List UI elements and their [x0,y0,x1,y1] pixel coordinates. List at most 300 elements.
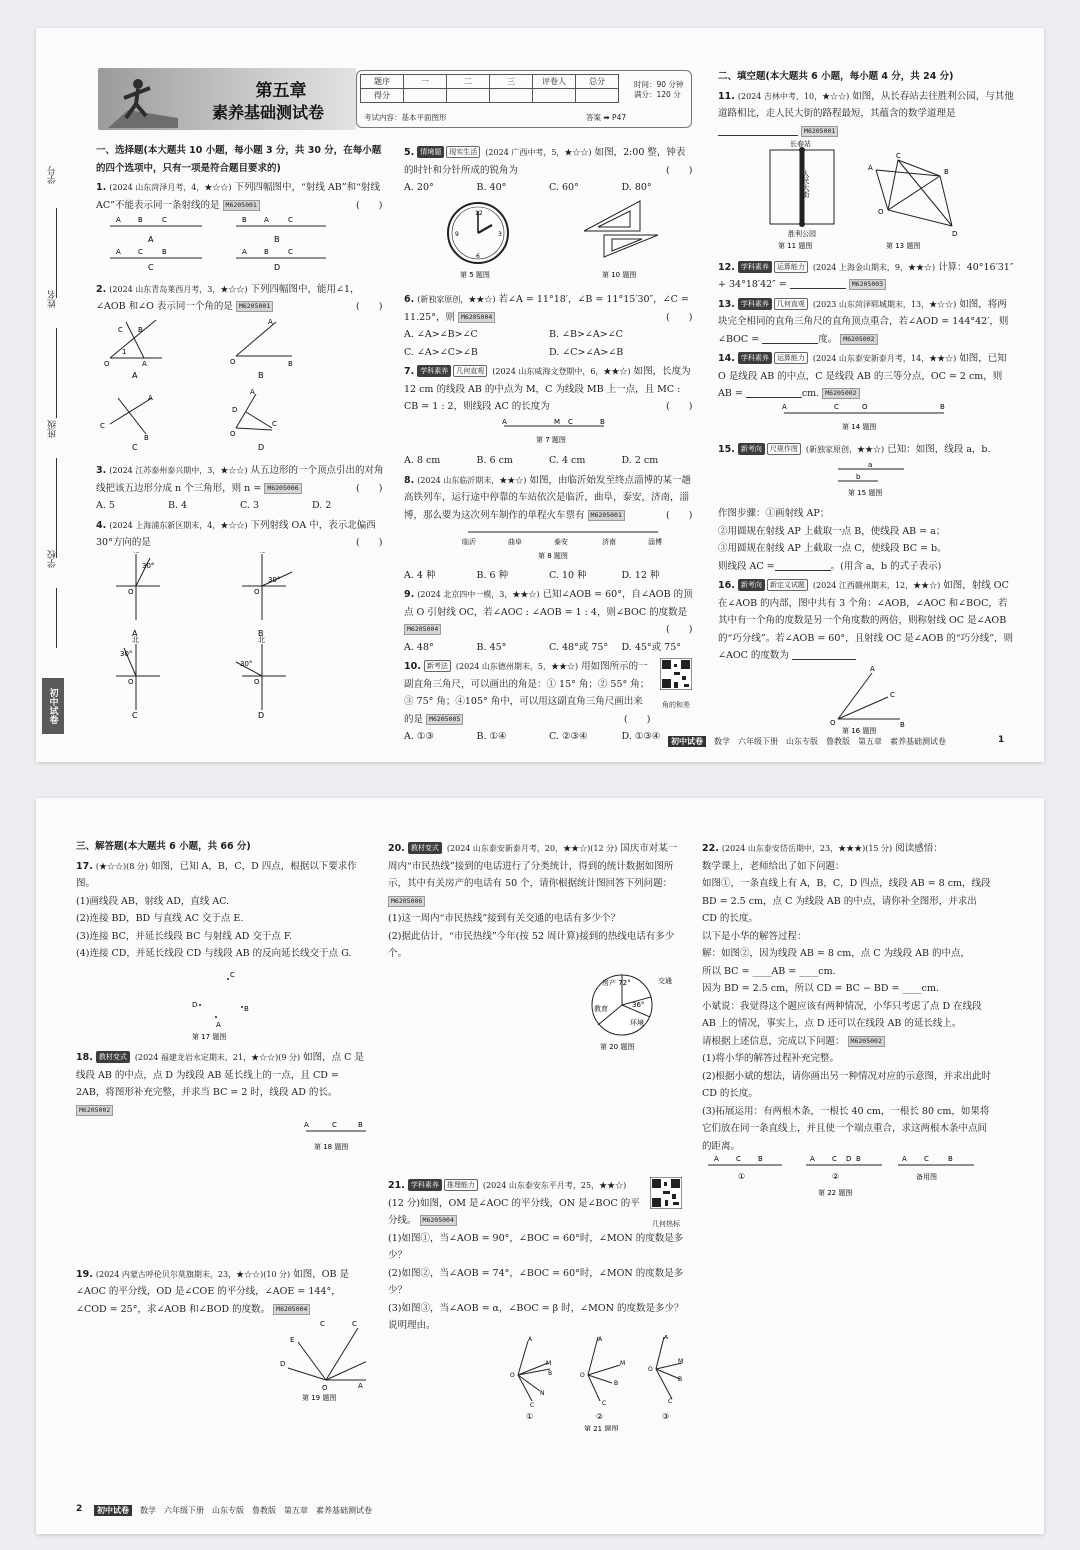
question-10 [404,658,694,728]
question-code: M6205004 [404,624,441,635]
q20-caption: 第 20 题图 [600,1042,635,1051]
question-code: M6205005 [426,714,463,725]
question-number: 14. [718,353,735,364]
fig-number: ② [596,1411,604,1421]
q20-answer-space[interactable] [388,1061,684,1175]
question-tag: 推理能力 [444,1179,478,1191]
q9-option-b[interactable]: B. 45° [476,641,507,653]
answer-bracket[interactable]: ( ) [666,624,693,635]
footer-chapter: 第五章 [284,1506,308,1515]
q8-option-d[interactable]: D. 12 种 [621,569,660,581]
question-4 [96,517,384,552]
svg-text:北 [258,552,265,554]
svg-text:C: C [332,1121,337,1129]
svg-text:B: B [614,1379,619,1387]
svg-text:O: O [648,1365,653,1373]
question-2 [96,281,384,316]
q18-figure [76,1119,366,1153]
chapter-number: 第五章 [255,81,307,101]
q22-line [702,1033,994,1051]
question-tag: 学科素养 [417,365,451,377]
column-3 [718,68,1014,741]
q5-caption: 第 5 题图 [460,270,490,279]
svg-text:A: A [868,164,873,172]
question-text: (12 分)如图，OM 是∠AOC 的平分线，ON 是∠BOC 的平分线。 [388,1197,640,1226]
svg-text:B: B [944,168,949,176]
footer-brand: 初中试卷 [94,1505,132,1516]
svg-text:A: A [264,216,269,224]
question-code: M6205001 [236,301,273,312]
svg-text:12: 12 [475,209,483,217]
q6-options-row-2 [404,344,694,362]
question-tag: 现实生活 [446,146,480,158]
score-cell: 评卷人 [533,75,576,89]
fig-number: ② [832,1172,840,1181]
question-code: M6205001 [801,126,838,137]
q4-option-c: C [132,710,138,720]
class-label: 班级 [48,420,58,438]
question-number: 10. [404,661,421,672]
fig-number: ① [738,1172,746,1181]
question-source: (2024 上海浦东新区期末，4，★☆☆) [109,520,248,530]
q9-options [404,639,694,657]
svg-text:O: O [254,677,260,686]
question-number: 20. [388,843,405,854]
score-cell: 二 [447,75,490,89]
section-3-heading: 三、解答题(本大题共 6 小题，共 66 分) [76,841,251,852]
svg-text:A: A [148,393,153,402]
svg-text:B: B [600,417,605,426]
question-code: M6205002 [76,1105,113,1116]
q5-option-c[interactable]: C. 60° [549,182,579,193]
svg-text:B: B [144,433,149,442]
question-number: 21. [388,1180,405,1191]
svg-text:O: O [230,429,236,438]
triangle-rulers-icon [584,201,658,257]
score-cell: 题序 [361,75,404,89]
question-text: 从五边形的一个顶点引出的对角线把该五边形分成 n 个三角形，则 n = [96,465,384,494]
svg-text:A: A [664,1334,669,1341]
svg-text:30°: 30° [142,561,155,570]
column-3 [702,838,994,1208]
q9-option-a[interactable]: A. 48° [404,641,434,653]
question-number: 12. [718,261,735,273]
q20-item: (1)这一周内“市民热线”接到有关交通的电话有多少个？ [388,913,621,924]
time-limit: 时间：90 分钟 [634,80,684,89]
question-14 [718,350,1014,403]
footer-subject: 数学 [140,1506,156,1515]
svg-text:B: B [856,1155,861,1163]
question-22 [702,840,994,858]
svg-text:A: A [250,387,255,396]
qr-block[interactable] [658,658,694,714]
q6-option-c[interactable]: C. ∠A>∠C>∠B [404,346,478,358]
name-line [56,328,57,418]
footer-publisher: 鲁教版 [826,737,850,746]
exam-page-2 [36,798,1044,1534]
question-source: (2024 江苏泰州泰兴期中，3，★☆☆) [109,466,248,475]
question-19 [76,1266,366,1319]
svg-text:O: O [862,402,868,411]
svg-text:B: B [244,1004,249,1013]
q4-option-b: B [258,628,264,638]
svg-text:C: C [230,970,235,979]
svg-text:M: M [678,1357,684,1365]
svg-text:M: M [620,1359,626,1367]
svg-text:A: A [268,317,273,326]
question-tag: 学科素养 [738,298,772,310]
q7-option-c[interactable]: C. 4 cm [549,455,586,466]
fig-number: 备用图 [916,1173,937,1181]
q22-item: (3)拓展运用：有两根木条，一根长 40 cm，一根长 80 cm，如果将它们放在同一条直线上，并且使一个端点重合，求这两根木条中点间的距离。 [702,1105,990,1152]
pie-label: 环境 [630,1018,644,1027]
svg-text:9: 9 [455,230,459,238]
svg-text:E: E [290,1336,295,1344]
svg-text:C: C [834,402,839,411]
svg-text:D: D [846,1155,852,1163]
q8-option-b[interactable]: B. 6 种 [476,569,509,581]
answer-bracket[interactable]: ( ) [356,301,383,312]
answer-bracket[interactable]: ( ) [666,311,693,323]
q16-figure [718,665,1014,735]
q10-option-c[interactable]: C. ②③④ [549,731,588,742]
q21-figures [388,1335,684,1431]
question-source: (2024 山东青岛莱西月考，3，★☆☆) [109,284,248,294]
station-label: 济南 [602,538,616,546]
svg-text:A: A [782,402,787,411]
q7-caption: 第 7 题图 [536,435,566,444]
unit-text: 度。 [818,333,838,345]
q5-option-b[interactable]: B. 40° [476,182,507,193]
score-cell: 三 [490,75,533,89]
svg-text:A: A [870,664,875,673]
answer-bracket[interactable]: ( ) [356,482,383,494]
question-source: (2024 江西赣州期末，12，★★☆) [812,581,941,590]
page-number: 1 [998,735,1005,745]
answer-blank[interactable] [762,332,818,344]
question-6 [404,291,694,326]
q7-option-a[interactable]: A. 8 cm [404,455,441,466]
score-input-cell[interactable] [447,89,490,103]
score-input-cell[interactable] [576,89,619,103]
answer-bracket[interactable]: ( ) [666,509,693,521]
q22-line: 所以 BC = ____AB = ____cm. [702,965,836,977]
question-code: M6205002 [822,388,859,399]
student-info-sidebar [36,28,70,762]
q14-figure [718,403,1014,433]
student-number-label: 学号 [48,166,58,184]
question-17 [76,858,366,893]
answer-reference: 答案 ➡ P47 [586,113,627,122]
question-text: 下列射线 OA 中，表示北偏西 30°方向的是 [96,519,376,548]
question-source: (2024 广西中考，5，★☆☆) [485,148,592,157]
q14-caption: 第 14 题图 [842,422,877,431]
q19-figure [76,1318,366,1402]
svg-text:O: O [104,359,110,368]
question-code: M6205001 [588,510,625,521]
question-source: (2024 山东临沂期末，★★☆) [417,475,527,485]
q15-step-2: ③用圆规在射线 AP 上截取一点 C，使线段 BC = b。 [718,543,947,554]
q3-option-c[interactable]: C. 3 [240,500,260,511]
q5-options [404,179,694,197]
svg-text:D: D [232,405,238,414]
question-tag: 几何直观 [453,365,487,377]
svg-text:B: B [358,1121,363,1129]
svg-text:A: A [598,1335,603,1343]
qr-block[interactable] [648,1177,684,1233]
svg-text:30°: 30° [240,659,253,668]
station-label: 淄博 [648,538,662,546]
q7-figure [404,416,694,446]
question-code: M6205001 [223,200,260,211]
question-number: 8. [404,474,415,486]
q2-option-b: B [258,370,264,380]
footer-edition: 山东专版 [786,737,818,746]
svg-text:O: O [322,1384,328,1392]
answer-blank[interactable] [790,277,846,289]
svg-text:C: C [736,1155,741,1163]
footer-publisher: 鲁教版 [252,1506,276,1515]
station-label: 泰安 [554,538,568,546]
chapter-banner [98,68,356,130]
question-text: 如图，已知 A，B，C，D 四点，根据以下要求作图。 [76,860,357,889]
question-5 [404,144,694,179]
svg-text:b: b [856,472,861,481]
question-number: 13. [718,298,735,310]
q11-caption: 第 11 题图 [778,242,813,250]
q8-figure [404,524,694,560]
svg-text:北: 北 [258,635,265,644]
q18-answer-space[interactable] [76,1160,366,1264]
question-number: 2. [96,283,107,295]
question-text: 下列四幅图中，“射线 AB”和“射线 AC”不能表示同一条射线的是 [96,182,380,211]
answer-blank[interactable] [792,648,856,660]
series-logo: 初中试卷 [42,678,64,734]
q7-option-b[interactable]: B. 6 cm [476,455,513,466]
q4-option-d: D [258,710,265,720]
q3-option-a[interactable]: A. 5 [96,500,115,511]
score-cell: 一 [404,75,447,89]
q13-caption: 第 13 题图 [886,242,921,250]
q18-caption: 第 18 题图 [314,1143,349,1151]
class-line [56,458,57,558]
q6-option-b[interactable]: B. ∠B>∠A>∠C [549,329,623,340]
svg-text:C: C [100,421,105,430]
question-tag: 尺规作图 [767,443,801,455]
answer-bracket[interactable]: ( ) [666,401,693,412]
score-input-cell[interactable] [490,89,533,103]
question-number: 5. [404,147,415,158]
footer-chapter: 第五章 [858,737,882,746]
q10-option-d[interactable]: D. ①③④ [621,731,661,742]
score-table-score-row [361,89,619,103]
question-text: 已知∠AOB = 60°，自∠AOB 的顶点 O 引射线 OC，若∠AOC : ∠AOB = 1 : 4，则∠BOC 的度数是 [404,589,693,618]
q22-line: 如图①，一条直线上有 A，B，C，D 四点，线段 AB = 8 cm，线段 BD = 2.5 cm，点 C 为线段 AB 的中点，请你补全图形，并求出 CD 的长度。 [702,878,991,924]
question-1 [96,179,384,214]
q7-options [404,452,694,470]
question-source: (2024 山东泰安新泰月考，14，★★☆) [812,354,957,363]
question-text: 阅读感悟： [895,843,943,854]
q3-option-d[interactable]: D. 2 [312,500,332,511]
q10-option-b[interactable]: B. ①④ [476,731,507,742]
svg-text:A: A [902,1155,907,1163]
pie-label: 房产 72° [602,978,631,987]
question-13 [718,296,1014,349]
qr-code-icon [650,1177,682,1209]
svg-text:A: A [810,1155,815,1163]
q15-step-0: 作图步骤：①画射线 AP； [718,508,830,519]
question-code: M6205002 [840,334,877,345]
svg-text:A: A [358,1382,363,1390]
score-input-cell[interactable] [404,89,447,103]
q21-caption: 第 21 题图 [584,1424,619,1431]
svg-text:B: B [138,325,143,334]
q22-item: (2)根据小斌的想法，请你画出另一种情况对应的示意图，并求出此时 CD 的长度。 [702,1070,991,1099]
answer-bracket[interactable]: ( ) [666,164,693,176]
question-source: (2024 福建龙岩永定期末，21，★☆☆)(9 分) [134,1053,301,1062]
answer-bracket[interactable]: ( ) [356,199,383,211]
question-number: 11. [718,90,735,102]
score-input-cell[interactable] [533,89,576,103]
svg-text:M: M [546,1359,552,1367]
q8-option-a[interactable]: A. 4 种 [404,569,436,581]
question-text: 国庆市对某一周内“市民热线”接到的电话进行了分类统计，得到的统计数据如图所示，其中有关房产的电话有 50 个，请你根据统计图回答下列问题： [388,843,678,889]
q5-option-d[interactable]: D. 80° [621,182,652,193]
q1-option-d: D [274,263,281,272]
full-score: 满分：120 分 [634,90,681,99]
svg-text:A: A [242,248,247,256]
q10-option-a[interactable]: A. ①③ [404,731,434,742]
q2-figure [96,316,384,454]
score-cell: 得分 [361,89,404,103]
question-tag: 学科素养 [408,1179,442,1191]
question-code: M6205006 [388,896,425,907]
column-2 [404,142,694,746]
svg-text:B: B [264,248,269,256]
q2-option-a: A [132,370,138,380]
svg-text:O: O [580,1371,585,1379]
qr-label: 角的和差 [662,700,690,709]
pie-label: 交通 [658,976,672,985]
svg-text:C: C [352,1320,357,1328]
question-text: 如图，已知 O 是线段 AB 的中点，C 是线段 AB 的三等分点，OC = 2 cm，则 AB = [718,353,1007,399]
question-number: 7. [404,366,415,377]
question-text: 如图，OB 是∠AOC 的平分线，OD 是∠COE 的平分线，∠AOE = 144°，∠COD = 25°，求∠AOB 和∠BOD 的度数。 [76,1268,349,1315]
footer-title: 素养基础测试卷 [316,1506,372,1515]
q20-pie-figure [388,963,684,1055]
svg-text:O: O [128,587,134,596]
q4-option-a: A [132,628,138,638]
runner-illustration [108,74,178,128]
q10-caption: 第 10 题图 [602,270,637,279]
svg-text:O: O [878,208,884,216]
q5-option-a[interactable]: A. 20° [404,182,434,193]
question-source: (新独家原创，★★☆) [805,445,885,454]
svg-text:A: A [116,216,121,224]
q22-item: (1)将小华的解答过程补充完整。 [702,1053,839,1064]
q22-caption: 第 22 题图 [818,1189,853,1197]
question-text: 如图，长度为 12 cm 的线段 AB 的中点为 M，C 为线段 MB 上一点，且 MC : CB = 1 : 2，则线段 AC 的长度为 [404,366,691,412]
q17-item: (2)连接 BD，BD 与直线 AC 交于点 E. [76,913,244,924]
q7-option-d[interactable]: D. 2 cm [621,455,659,466]
svg-text:D: D [280,1360,286,1368]
question-number: 4. [96,519,107,531]
svg-text:C: C [118,325,123,334]
answer-bracket[interactable]: ( ) [624,713,651,725]
question-text: 若∠A = 11°18′，∠B = 11°15′30″，∠C = 11.25°，则 [404,294,689,323]
svg-text:C: C [668,1397,673,1405]
q6-option-a[interactable]: A. ∠A>∠B>∠C [404,329,478,340]
q22-line: 以下是小华的解答过程： [702,930,807,942]
answer-blank[interactable] [718,124,798,136]
question-number: 9. [404,589,415,600]
answer-blank[interactable] [775,559,831,571]
svg-text:A: A [116,248,121,256]
pie-label: 教育 [594,1004,608,1013]
question-20 [388,840,684,910]
svg-text:北: 北 [132,635,139,644]
question-15 [718,441,1014,459]
question-code: M6205002 [848,1036,885,1047]
q21-item: (1)如图①，当∠AOB = 90°，∠BOC = 60°时，∠MON 的度数是多少？ [388,1232,684,1261]
svg-text:30°: 30° [268,575,281,584]
q9-option-c[interactable]: C. 48°或 75° [549,641,609,653]
q9-option-d[interactable]: D. 45°或 75° [621,641,682,653]
question-code: M6205006 [264,483,301,494]
svg-text:O: O [230,357,236,366]
q6-options-row-1 [404,326,694,344]
q3-option-b[interactable]: B. 4 [168,500,188,511]
exam-page-1 [36,28,1044,762]
unit-text: cm. [801,388,820,399]
q10-options [404,728,694,746]
svg-text:A: A [528,1335,533,1343]
question-source: (2024 山东泰安岱岳期中，23，★★★)(15 分) [721,844,893,853]
svg-text:N: N [540,1389,545,1397]
q22-figures [702,1155,994,1201]
q17-figure [76,963,366,1041]
q15-step-1: ②用圆规在射线 AP 上截取一点 B，使线段 AB = a； [718,525,946,537]
q2-option-d: D [258,442,265,452]
footer-grade: 六年级下册 [164,1506,204,1515]
q15-answer-suffix: 。(用含 a，b 的式子表示) [830,560,942,572]
question-number: 18. [76,1052,93,1063]
q8-option-c[interactable]: C. 10 种 [549,569,587,581]
answer-blank[interactable] [746,386,802,398]
question-18 [76,1049,366,1119]
page-2-footer [94,1505,372,1516]
svg-text:30°: 30° [120,649,133,658]
exam-content: 考试内容：基本平面图形 [364,113,447,122]
section-2-heading: 二、填空题(本大题共 6 小题，每小题 4 分，共 24 分) [718,71,954,82]
qr-label: 几何热标 [652,1219,680,1228]
score-table-header-row [361,75,619,89]
question-8 [404,472,694,525]
svg-text:C: C [602,1399,607,1407]
question-source: (★☆☆)(8 分) [95,861,148,871]
q1-option-c: C [148,263,154,272]
page-1-footer [668,736,946,747]
question-source: (2024 山东泰安东平月考，25，★★☆) [482,1181,627,1190]
q22-line: 解：如图②，因为线段 AB = 8 cm，点 C 为线段 AB 的中点， [702,948,970,959]
question-code: M6205004 [420,1215,457,1226]
q16-caption: 第 16 题图 [842,726,877,735]
q22-line: 小斌说：我觉得这个题应该有两种情况，小华只考虑了点 D 在线段 AB 上的情况，事实上，点 D 还可以在线段 AB 的延长线上。 [702,1000,982,1029]
answer-bracket[interactable]: ( ) [356,537,383,548]
question-text: 如图，由临沂始发至终点淄博的某一趟高铁列车，运行途中停靠的车站依次是临沂，曲阜，泰安，济南，淄博，那么要为这次列车制作的单程火车票有 [404,474,691,521]
q6-option-d[interactable]: D. ∠C>∠A>∠B [549,346,624,358]
footer-brand: 初中试卷 [668,736,706,747]
